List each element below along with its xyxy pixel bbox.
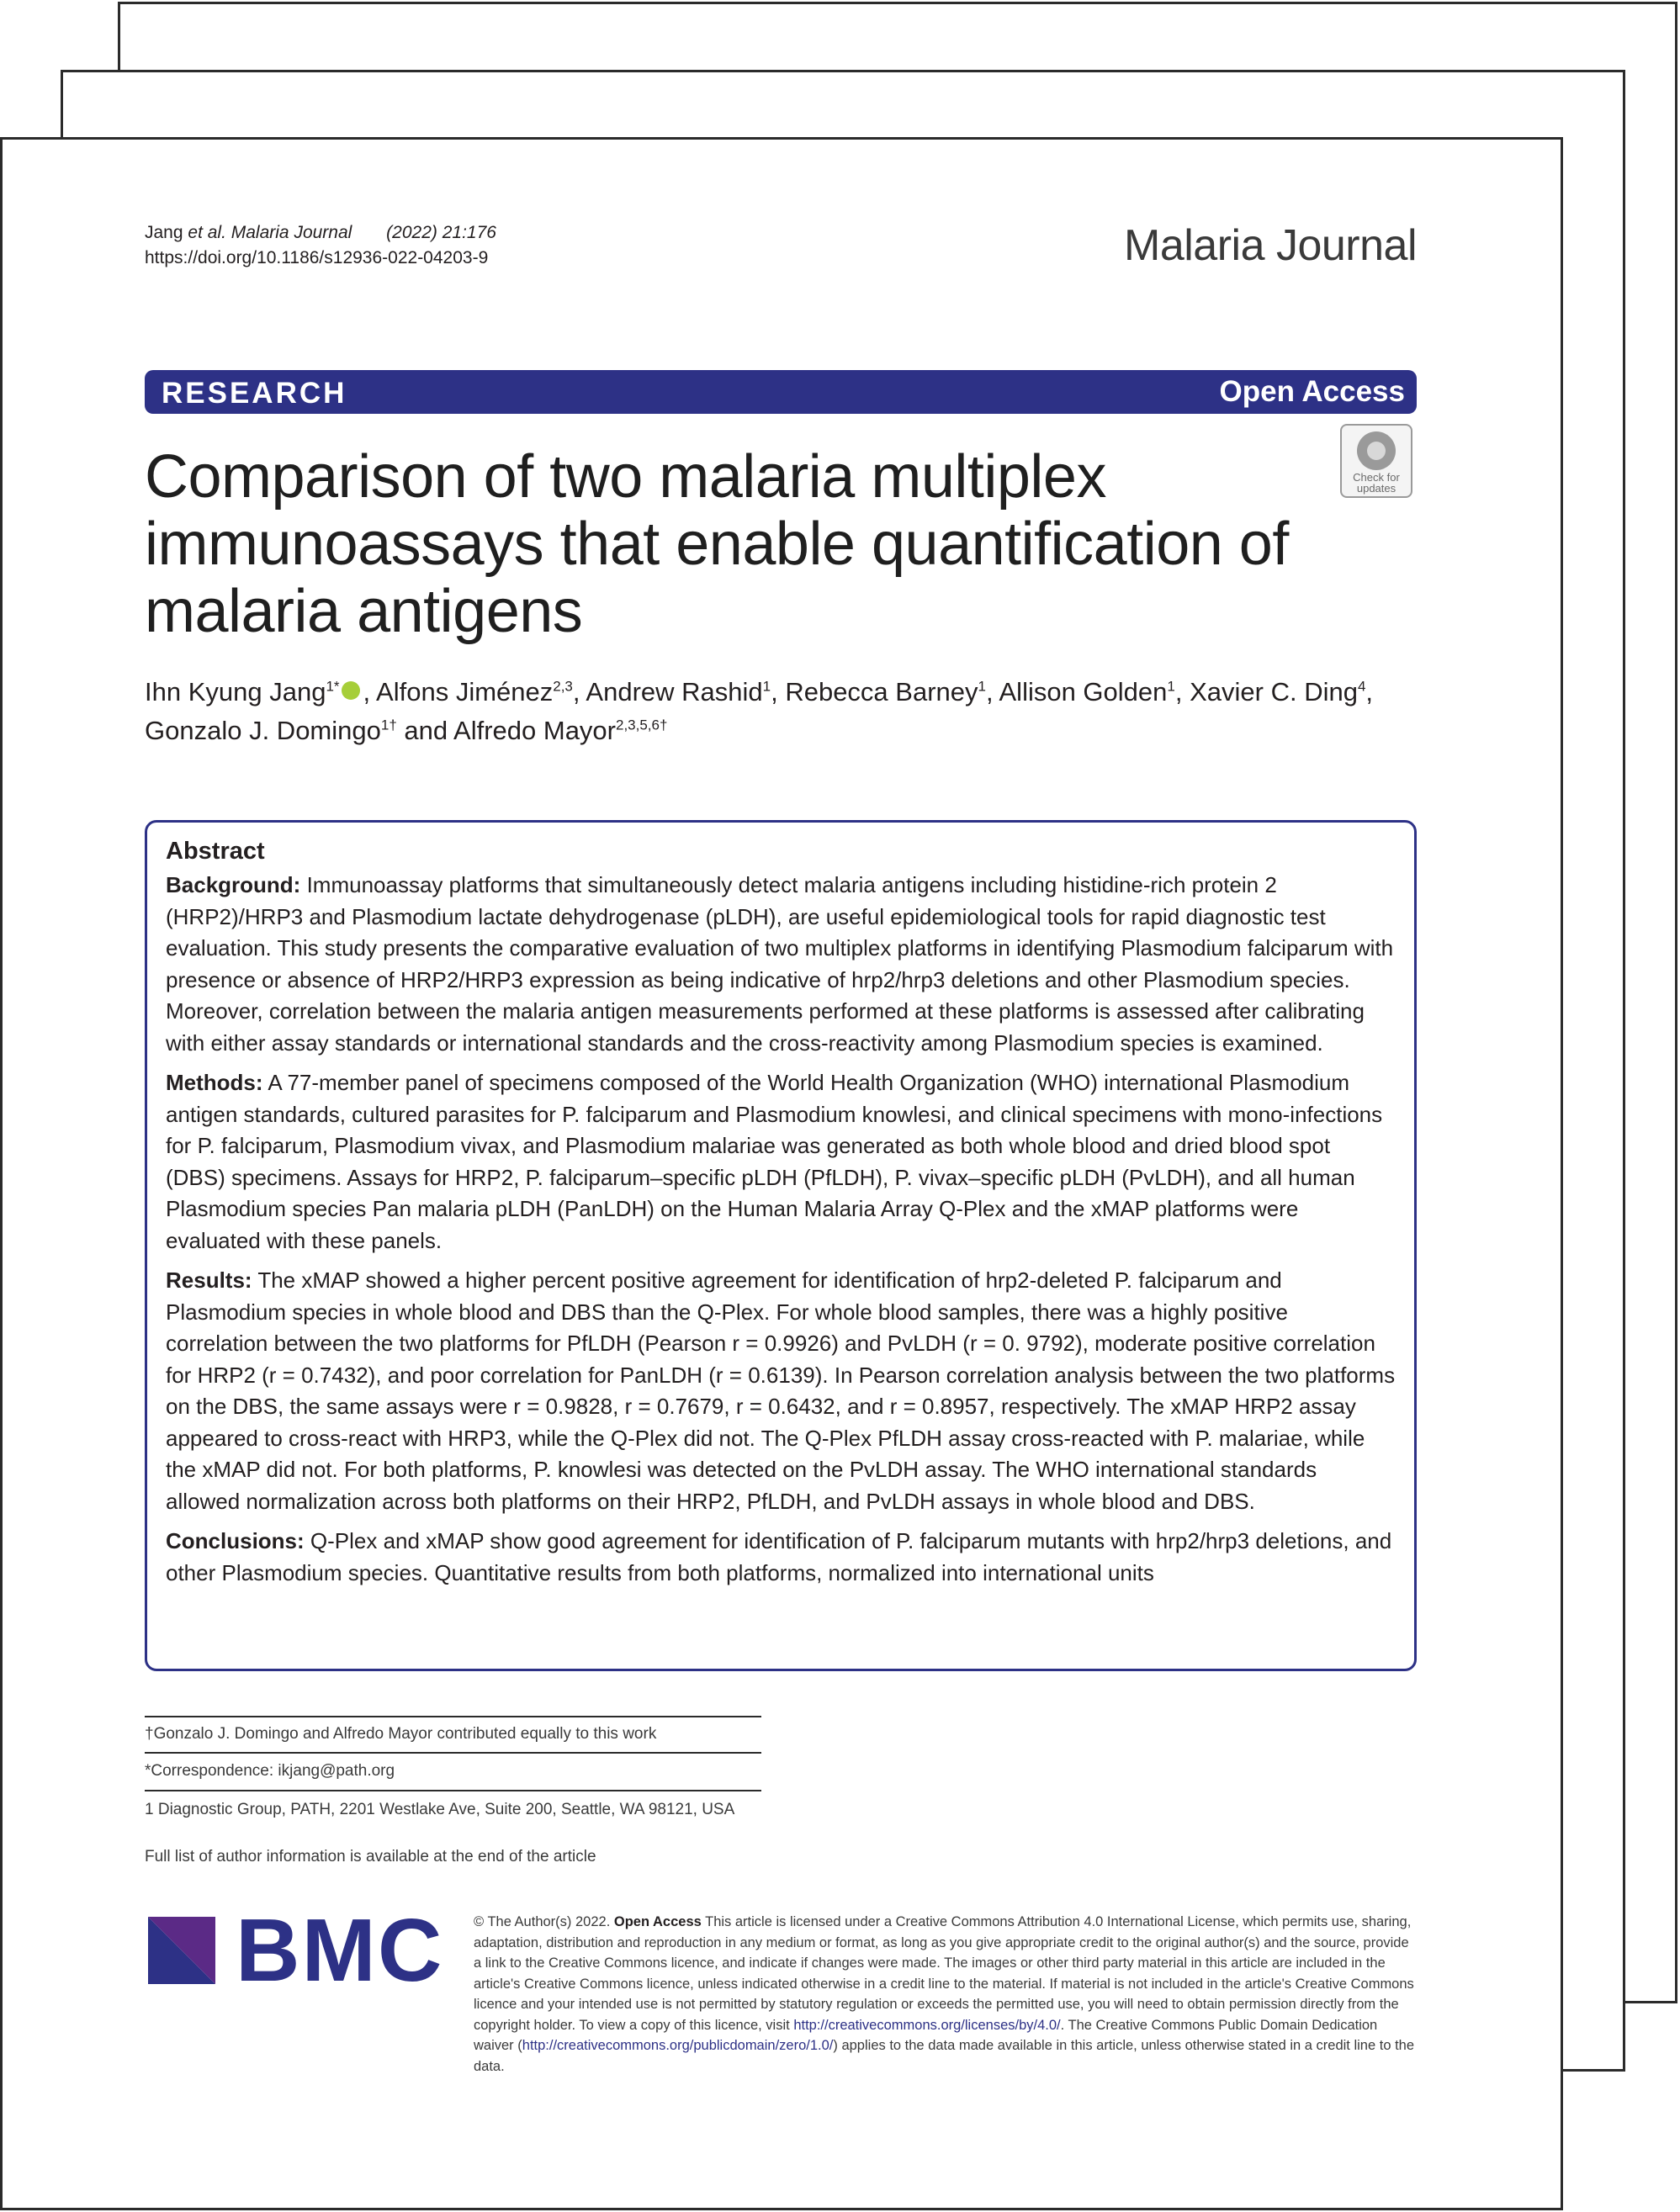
author-info-note: Full list of author information is available at the end of the article xyxy=(145,1848,596,1865)
author-name: , Andrew Rashid xyxy=(572,677,763,706)
author-affiliation: 1 xyxy=(978,678,986,695)
citation-journal: et al. Malaria Journal xyxy=(188,223,352,242)
license-copyright: © The Author(s) 2022. xyxy=(474,1914,611,1929)
check-updates-icon xyxy=(1357,431,1396,470)
license-statement xyxy=(474,1912,1416,2077)
abstract-box xyxy=(145,820,1417,1671)
public-domain-link[interactable]: http://creativecommons.org/publicdomain/zero/1.0/ xyxy=(522,2038,834,2053)
citation-header xyxy=(145,220,496,271)
author-name: , Xavier C. Ding xyxy=(1174,677,1358,706)
abstract-results xyxy=(166,1265,1396,1517)
author-name: Gonzalo J. Domingo xyxy=(145,716,381,745)
results-label: Results: xyxy=(166,1267,252,1293)
conclusions-text: Q-Plex and xMAP show good agreement for identification of P. falciparum mutants with hrp2/hrp3 deletions, and other Plasmodium species. Quantitative results from both platforms, normalized into international units xyxy=(166,1528,1392,1585)
orcid-icon[interactable] xyxy=(342,681,360,700)
author-affiliation: 1* xyxy=(326,678,340,695)
citation-author: Jang xyxy=(145,223,183,242)
author-name: , Allison Golden xyxy=(985,677,1168,706)
author-name: , Rebecca Barney xyxy=(771,677,978,706)
citation-year: (2022) 21:176 xyxy=(386,223,496,242)
bmc-logo-text: BMC xyxy=(236,1901,444,2000)
methods-text: A 77-member panel of specimens composed of the World Health Organization (WHO) international Plasmodium antigen standards, cultured parasites for P. falciparum and Plasmodium knowlesi, and clinical specimens with mono-infections for P. falciparum, Plasmodium vivax, and Plasmodium malariae was generated as both whole blood and dried blood spot (DBS) specimens. Assays for HRP2, P. falciparum–specific pLDH (PfLDH), P. vivax–specific pLDH (PvLDH), and all human Plasmodium species Pan malaria pLDH (PanLDH) on the Human Malaria Array Q-Plex and the xMAP platforms were evaluated with these panels. xyxy=(166,1070,1383,1253)
footnote-rule xyxy=(145,1752,761,1754)
license-text: This article is licensed under a Creative Commons Attribution 4.0 International License, which permits use, sharing, adaptation, distribution and reproduction in any medium or format, as long as you give appropriate credit to the original author(s) and the source, provide a link to the Creative Commons licence, and indicate if changes were made. The images or other third party material in this article are included in the article's Creative Commons licence, unless indicated otherwise in a credit line to the material. If material is not included in the article's Creative Commons licence and your intended use is not permitted by statutory regulation or exceeds the permitted use, you will need to obtain permission directly from the copyright holder. To view a copy of this licence, visit xyxy=(474,1914,1414,2033)
section-banner xyxy=(145,370,1417,414)
correspondence-note: *Correspondence: ikjang@path.org xyxy=(145,1762,395,1780)
abstract-heading: Abstract xyxy=(166,838,265,865)
results-text: The xMAP showed a higher percent positive agreement for identification of hrp2-deleted P. falciparum and Plasmodium species in whole blood and DBS than the Q-Plex. For whole blood samples, there was a highly positive correlation between the two platforms for PfLDH (Pearson r = 0.9926) and PvLDH (r = 0. 9792), moderate positive correlation for HRP2 (r = 0.7432), and poor correlation for PanLDH (r = 0.6139). In Pearson correlation analysis between the two platforms on the DBS, the same assays were r = 0.9828, r = 0.7679, r = 0.6432, and r = 0.8957, respectively. The xMAP HRP2 assay appeared to cross-react with HRP3, while the Q-Plex did not. The Q-Plex PfLDH assay cross-reacted with P. malariae, while the xMAP did not. For both platforms, P. knowlesi was detected on the PvLDH assay. The WHO international standards allowed normalization across both platforms on their HRP2, PfLDH, and PvLDH assays in whole blood and DBS. xyxy=(166,1267,1396,1514)
article-title: Comparison of two malaria multiplex immunoassays that enable quantification of malaria antigens xyxy=(145,443,1289,645)
license-text-2: . The Creative Commons Public Domain Dedication waiver ( xyxy=(474,2017,1378,2053)
conclusions-label: Conclusions: xyxy=(166,1528,305,1553)
affiliation-note: 1 Diagnostic Group, PATH, 2201 Westlake Ave, Suite 200, Seattle, WA 98121, USA xyxy=(145,1801,735,1818)
author-list xyxy=(145,673,1407,750)
author-name: , Alfons Jiménez xyxy=(363,677,554,706)
background-label: Background: xyxy=(166,872,301,897)
author-affiliation: 4 xyxy=(1357,678,1366,695)
journal-name: Malaria Journal xyxy=(1124,221,1417,270)
author-affiliation: 2,3 xyxy=(553,678,573,695)
doi-link[interactable]: https://doi.org/10.1186/s12936-022-04203-9 xyxy=(145,248,489,267)
author-affiliation: 1 xyxy=(762,678,771,695)
author-affiliation: 2,3,5,6† xyxy=(616,717,668,733)
section-label: RESEARCH xyxy=(162,377,347,410)
author-affiliation: 1† xyxy=(380,717,397,733)
license-link[interactable]: http://creativecommons.org/licenses/by/4.0/ xyxy=(793,2017,1061,2033)
equal-contribution-note: †Gonzalo J. Domingo and Alfredo Mayor contributed equally to this work xyxy=(145,1725,657,1743)
author-name: Ihn Kyung Jang xyxy=(145,677,326,706)
footnote-rule xyxy=(145,1716,761,1717)
methods-label: Methods: xyxy=(166,1070,263,1095)
author-affiliation: 1 xyxy=(1167,678,1175,695)
check-for-updates-button[interactable] xyxy=(1340,424,1412,498)
check-updates-line2: updates xyxy=(1356,482,1396,495)
open-access-label: Open Access xyxy=(1219,375,1405,408)
license-open-access: Open Access xyxy=(613,1914,702,1929)
background-text: Immunoassay platforms that simultaneously detect malaria antigens including histidine-rich protein 2 (HRP2)/HRP3 and Plasmodium lactate dehydrogenase (pLDH), are useful epidemiological tools for rapid diagnostic test evaluation. This study presents the comparative evaluation of two multiplex platforms in identifying Plasmodium falciparum with presence or absence of HRP2/HRP3 expression as being indicative of hrp2/hrp3 deletions and other Plasmodium species. Moreover, correlation between the malaria antigen measurements performed at these platforms is assessed after calibrating with either assay standards or international standards and the cross-reactivity among Plasmodium species is examined. xyxy=(166,872,1394,1056)
check-updates-line1: Check for xyxy=(1353,471,1400,484)
abstract-methods xyxy=(166,1067,1396,1257)
author-separator: , xyxy=(1365,677,1374,706)
abstract-conclusions xyxy=(166,1526,1396,1589)
abstract-background xyxy=(166,870,1396,1059)
license-text-3: ) applies to the data made available in this article, unless otherwise stated in a credit line to the data. xyxy=(474,2038,1415,2074)
author-name: and Alfredo Mayor xyxy=(396,716,616,745)
footnote-rule xyxy=(145,1790,761,1791)
